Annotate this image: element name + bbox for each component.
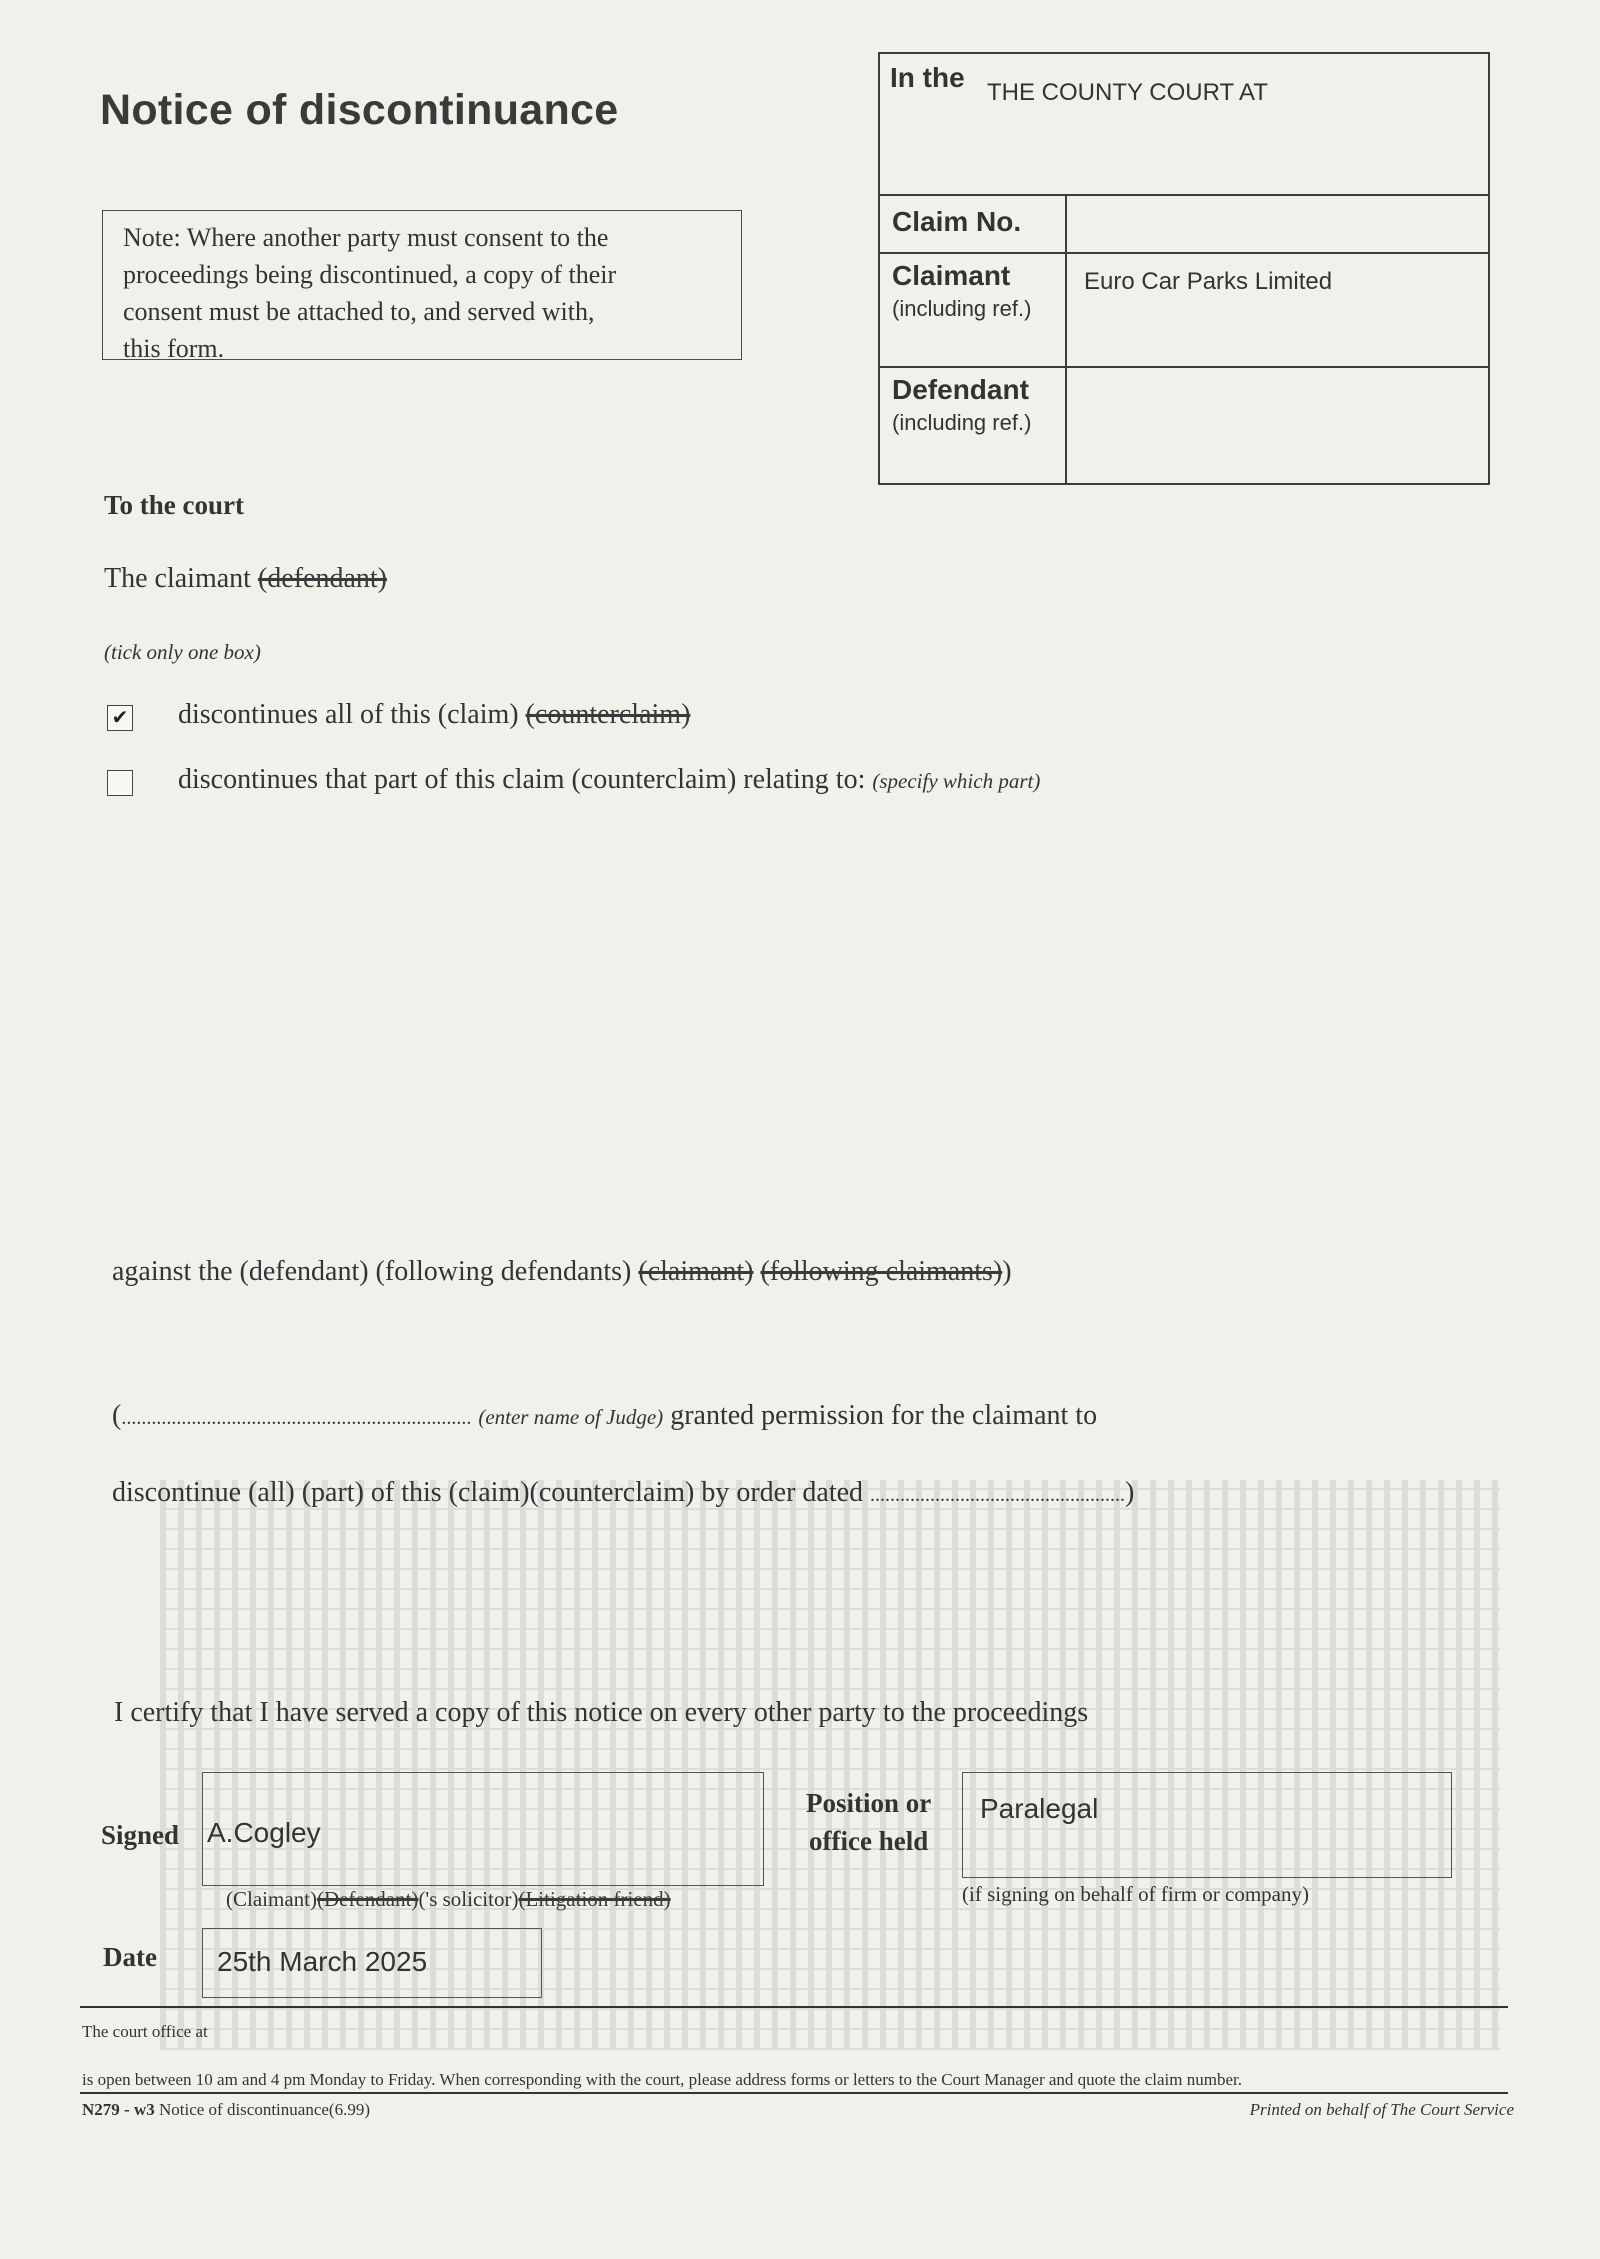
printed-by: Printed on behalf of The Court Service xyxy=(1249,2100,1514,2119)
footer-divider-bottom xyxy=(80,2092,1508,2094)
position-label-line-1: Position or xyxy=(806,1788,932,1818)
note-line: consent must be attached to, and served with, xyxy=(123,297,595,326)
claim-no-field[interactable] xyxy=(1080,200,1480,244)
signed-label: Signed xyxy=(101,1820,180,1850)
claimant-text: The claimant xyxy=(104,563,251,594)
discontinue-part-text: discontinues that part of this claim (counterclaim) relating to: xyxy=(178,764,866,795)
against-text: against the (defendant) (following defendants) xyxy=(112,1256,632,1287)
footer-divider-top xyxy=(80,2006,1508,2008)
note-line: Note: Where another party must consent to the xyxy=(123,223,609,252)
claimant-statement xyxy=(104,563,387,595)
position-field[interactable]: Paralegal xyxy=(962,1772,1452,1878)
specify-part-hint: (specify which part) xyxy=(872,769,1041,793)
consent-note-box xyxy=(102,210,742,363)
certify-statement: I certify that I have served a copy of this notice on every other party to the proceedings xyxy=(114,1697,1089,1728)
page-title: Notice of discontinuance xyxy=(100,86,619,134)
court-name-field[interactable]: THE COUNTY COURT AT xyxy=(987,79,1268,106)
court-office-at: The court office at xyxy=(82,2022,208,2041)
date-label: Date xyxy=(103,1942,157,1972)
permission-text-2: discontinue (all) (part) of this (claim)(counterclaim) by order dated xyxy=(112,1477,864,1508)
signature-field[interactable]: A.Cogley xyxy=(202,1772,764,1886)
claimant-field[interactable]: Euro Car Parks Limited xyxy=(1084,268,1333,295)
form-name: Notice of discontinuance(6.99) xyxy=(158,2100,370,2119)
note-line: this form. xyxy=(123,334,225,363)
order-date-dots[interactable]: ................................................... xyxy=(870,1484,1126,1506)
following-claimants-struck-text: (following claimants) xyxy=(760,1256,1003,1287)
counterclaim-struck-text: (counterclaim) xyxy=(525,699,691,730)
defendant-struck-text: (defendant) xyxy=(257,563,387,594)
position-hint: (if signing on behalf of firm or company) xyxy=(962,1882,1309,1906)
role-defendant-struck: (Defendant) xyxy=(316,1887,419,1911)
discontinue-all-checkbox[interactable]: ✔ xyxy=(107,705,133,731)
claimant-struck-text: (claimant) xyxy=(638,1256,754,1287)
signer-role-line xyxy=(226,1887,671,1912)
claim-no-label: Claim No. xyxy=(892,206,1022,237)
judge-name-dots[interactable]: ...................................................................... xyxy=(121,1407,472,1429)
tick-instruction: (tick only one box) xyxy=(104,640,261,664)
note-line: proceedings being discontinued, a copy of their xyxy=(123,260,617,289)
judge-hint: (enter name of Judge) xyxy=(478,1405,664,1429)
office-hours-text: is open between 10 am and 4 pm Monday to Friday. When corresponding with the court, please address forms or letters to the Court Manager and quote the claim number. xyxy=(82,2070,1242,2089)
permission-open-paren: ( xyxy=(112,1400,122,1431)
permission-line-1 xyxy=(112,1400,1097,1432)
defendant-sublabel: (including ref.) xyxy=(892,410,1032,435)
discontinue-part-label xyxy=(178,764,1040,796)
in-the-label: In the xyxy=(890,62,965,93)
against-close-paren: ) xyxy=(1002,1256,1012,1287)
role-claimant: (Claimant) xyxy=(226,1887,317,1911)
form-reference xyxy=(82,2100,370,2120)
to-the-court-heading: To the court xyxy=(104,490,244,520)
defendant-label: Defendant xyxy=(892,374,1029,405)
discontinue-all-label xyxy=(178,699,690,731)
discontinue-all-text: discontinues all of this (claim) xyxy=(178,699,519,730)
against-statement xyxy=(112,1256,1012,1288)
claimant-label: Claimant xyxy=(892,260,1011,291)
role-litigation-friend-struck: (Litigation friend) xyxy=(518,1887,671,1911)
role-solicitor: ('s solicitor) xyxy=(418,1887,519,1911)
court-details-box xyxy=(878,52,1490,485)
position-label xyxy=(806,1784,931,1860)
position-label-line-2: office held xyxy=(809,1826,929,1856)
permission-text-1: granted permission for the claimant to xyxy=(670,1400,1098,1431)
defendant-field[interactable] xyxy=(1080,372,1480,477)
discontinue-part-checkbox[interactable] xyxy=(107,770,133,796)
claimant-sublabel: (including ref.) xyxy=(892,296,1032,321)
permission-close-paren: ) xyxy=(1125,1477,1135,1508)
form-code: N279 - w3 xyxy=(82,2100,155,2119)
permission-line-2 xyxy=(112,1477,1134,1509)
date-field[interactable]: 25th March 2025 xyxy=(202,1928,542,1998)
specify-part-area[interactable] xyxy=(178,815,1478,1235)
